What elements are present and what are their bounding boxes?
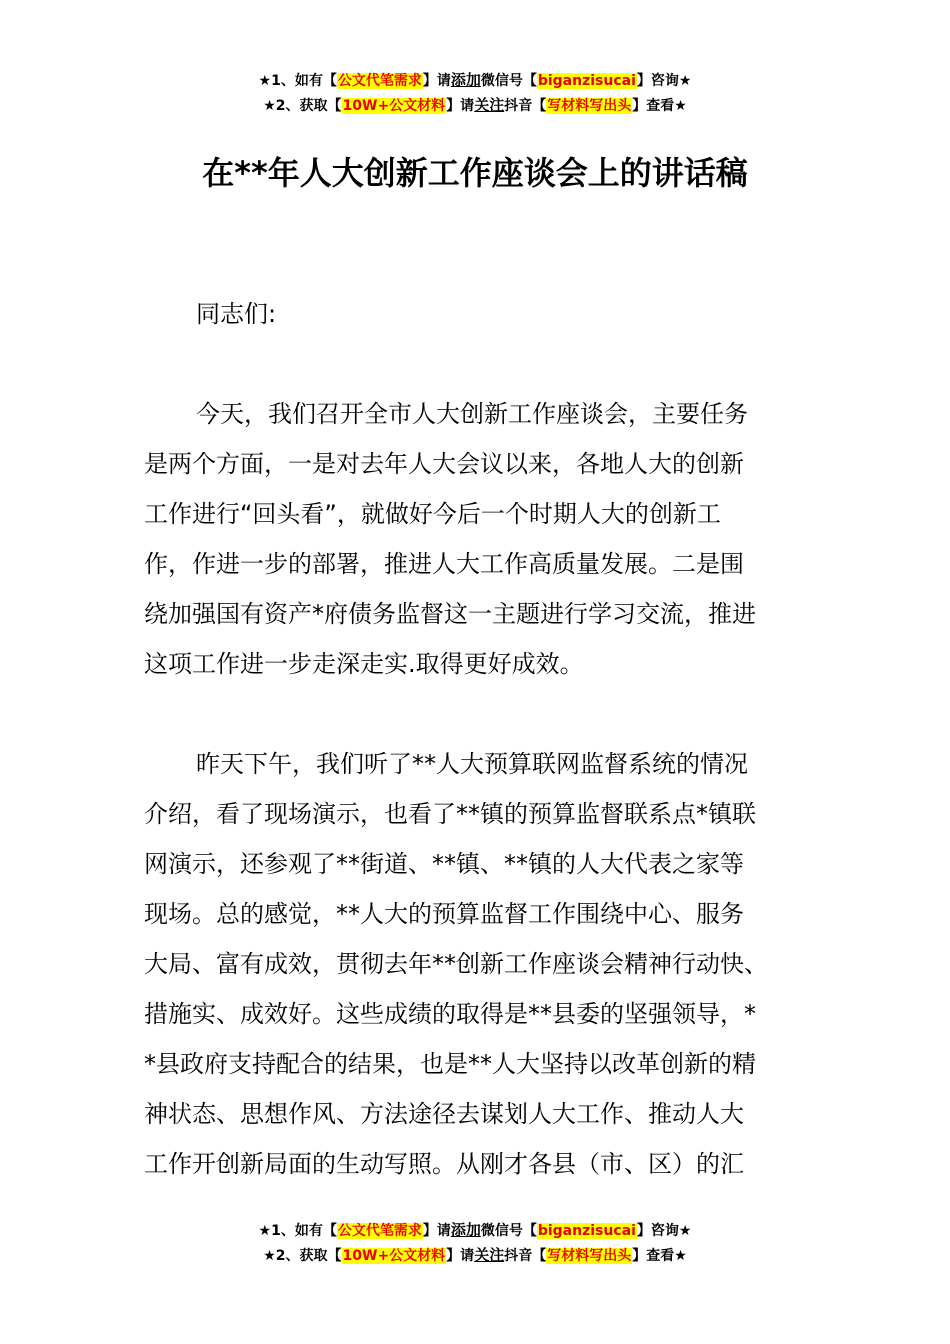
- highlight-text: 公文代笔需求: [337, 73, 422, 89]
- paragraph-line: *县政府支持配合的结果，也是**人大坚持以改革创新的精: [144, 1050, 756, 1078]
- highlight-text: 写材料写出头: [547, 98, 632, 114]
- salutation: [144, 289, 816, 339]
- highlight-text: 10W+公文材料: [342, 1248, 446, 1264]
- salutation-text: 同志们:: [196, 300, 277, 328]
- paragraph-2: [144, 739, 816, 1189]
- banner-line-2: ★2、获取【10W+公文材料】请关注抖音【写材料写出头】查看★: [263, 96, 687, 114]
- paragraph-line: 作，作进一步的部署，推进人大工作高质量发展。二是围: [144, 550, 744, 578]
- footer-banner: [0, 1218, 950, 1268]
- banner-line-1: ★1、如有【公文代笔需求】请添加微信号【biganzisucai】咨询★: [258, 71, 692, 89]
- banner-line-1: ★1、如有【公文代笔需求】请添加微信号【biganzisucai】咨询★: [258, 1221, 692, 1239]
- highlight-text: 公文代笔需求: [337, 1223, 422, 1239]
- underlined-text: 添加: [450, 71, 481, 89]
- paragraph-line: 绕加强国有资产*府债务监督这一主题进行学习交流，推进: [144, 600, 756, 628]
- underlined-text: 关注: [474, 96, 505, 114]
- underlined-text: 关注: [474, 1246, 505, 1264]
- paragraph-line: 介绍，看了现场演示，也看了**镇的预算监督联系点*镇联: [144, 800, 756, 828]
- paragraph-line: 是两个方面，一是对去年人大会议以来，各地人大的创新: [144, 450, 744, 478]
- underlined-text: 添加: [450, 1221, 481, 1239]
- highlight-text: 10W+公文材料: [342, 98, 446, 114]
- paragraph-line: 工作开创新局面的生动写照。从刚才各县（市、区）的汇: [144, 1150, 744, 1178]
- banner-line-2: ★2、获取【10W+公文材料】请关注抖音【写材料写出头】查看★: [263, 1246, 687, 1264]
- paragraph-line: 这项工作进一步走深走实.取得更好成效。: [144, 650, 584, 678]
- paragraph-1: [144, 389, 816, 689]
- paragraph-line: 工作进行“回头看”，就做好今后一个时期人大的创新工: [144, 500, 721, 528]
- paragraph-line: 措施实、成效好。这些成绩的取得是**县委的坚强领导，*: [144, 1000, 756, 1028]
- paragraph-line: 昨天下午，我们听了**人大预算联网监督系统的情况: [196, 750, 748, 778]
- paragraph-line: 网演示，还参观了**街道、**镇、**镇的人大代表之家等: [144, 850, 744, 878]
- paragraph-line: 大局、富有成效，贯彻去年**创新工作座谈会精神行动快、: [144, 950, 768, 978]
- highlight-text: biganzisucai: [537, 1223, 636, 1239]
- highlight-text: 写材料写出头: [547, 1248, 632, 1264]
- highlight-text: biganzisucai: [537, 73, 636, 89]
- header-banner: [0, 68, 950, 118]
- paragraph-line: 神状态、思想作风、方法途径去谋划人大工作、推动人大: [144, 1100, 744, 1128]
- paragraph-line: 今天，我们召开全市人大创新工作座谈会，主要任务: [196, 400, 748, 428]
- paragraph-line: 现场。总的感觉，**人大的预算监督工作围绕中心、服务: [144, 900, 744, 928]
- document-title: 在**年人大创新工作座谈会上的讲话稿: [202, 154, 748, 192]
